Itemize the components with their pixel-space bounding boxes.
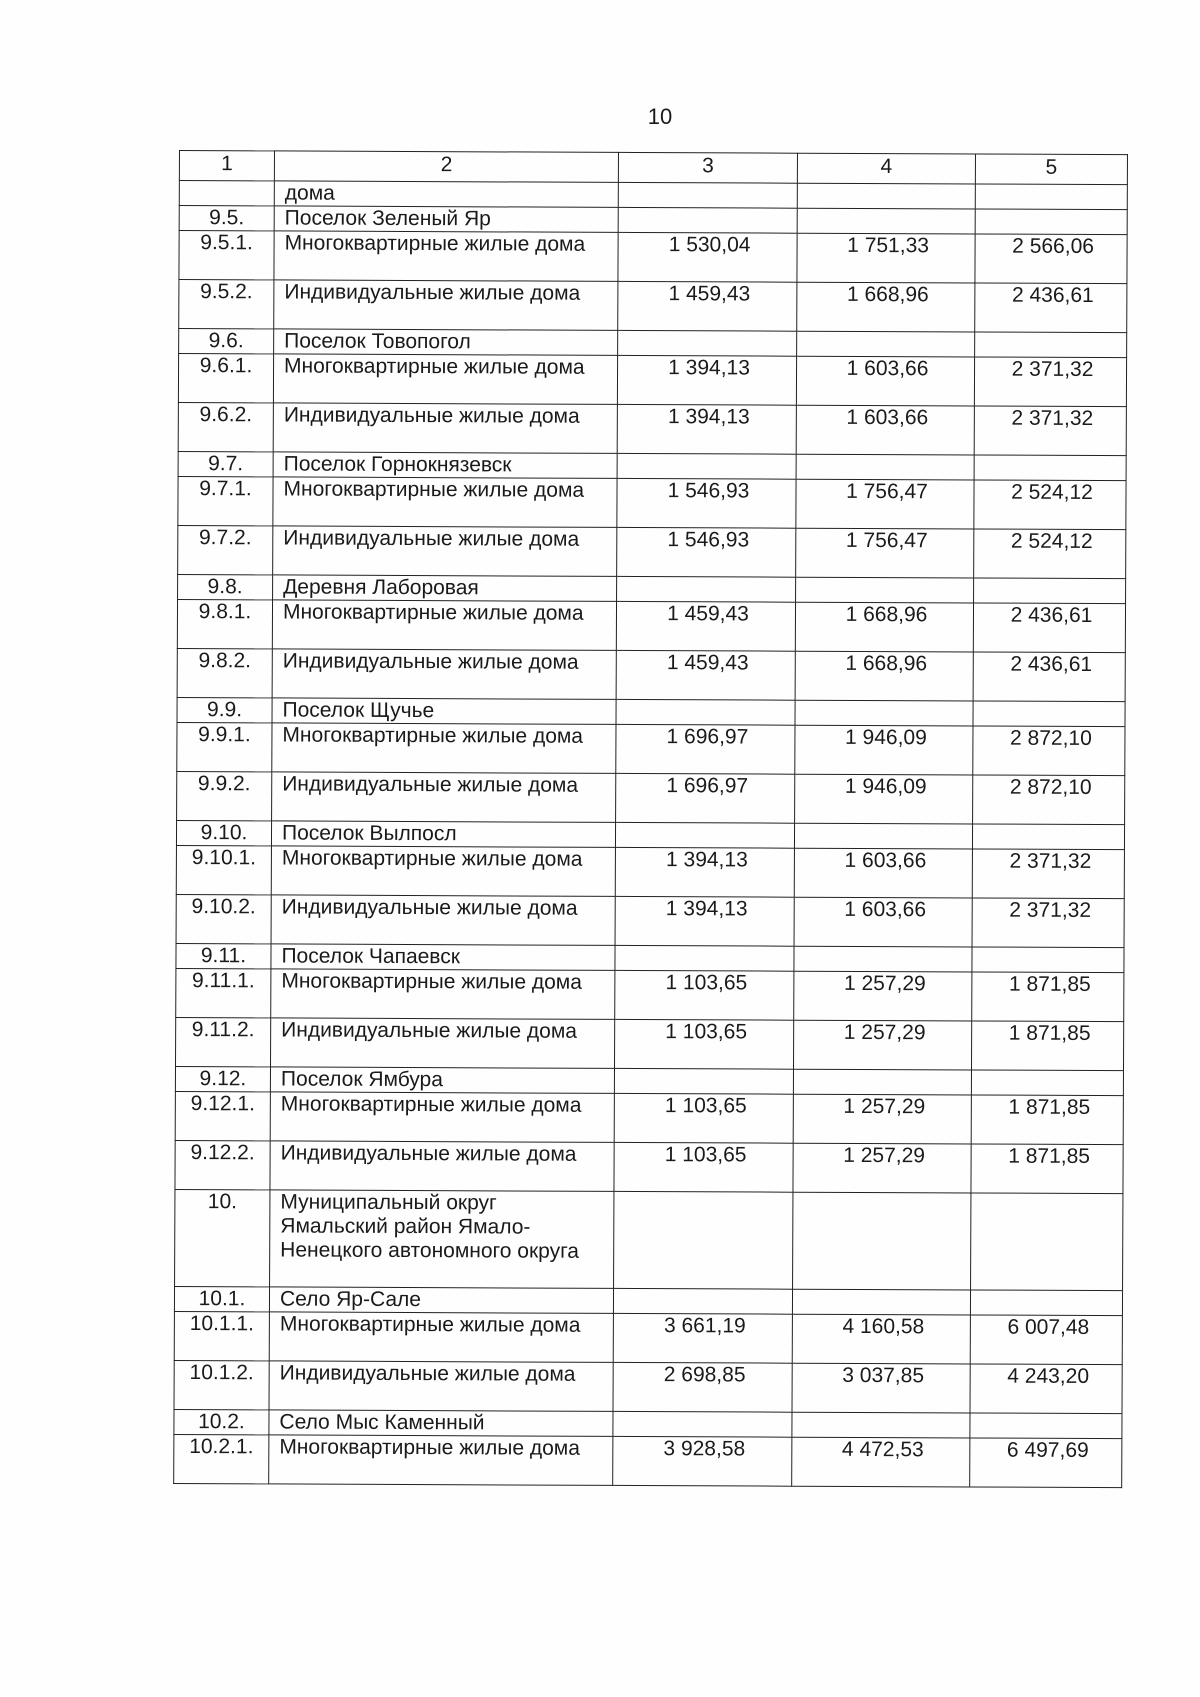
row-value-col5-cell bbox=[975, 332, 1127, 358]
row-name-cell: Индивидуальные жилые дома bbox=[273, 403, 617, 454]
table-row bbox=[175, 1189, 1123, 1290]
row-value-col4-cell: 1 668,96 bbox=[795, 602, 973, 652]
row-name-cell: Индивидуальные жилые дома bbox=[273, 526, 617, 577]
header-cell-1: 1 bbox=[179, 151, 274, 181]
row-name-cell: Многоквартирные жилые дома bbox=[271, 969, 615, 1020]
row-value-col3-cell: 1 103,65 bbox=[615, 970, 794, 1020]
table-header-row bbox=[179, 151, 1127, 185]
row-value-col4-cell: 1 257,29 bbox=[793, 1094, 971, 1144]
row-name-cell: Индивидуальные жилые дома bbox=[274, 280, 618, 331]
row-value-col3-cell: 1 459,43 bbox=[616, 650, 795, 700]
row-value-col5-cell: 2 371,32 bbox=[972, 849, 1124, 899]
table-row bbox=[177, 771, 1125, 824]
row-value-col5-cell: 6 007,48 bbox=[970, 1315, 1122, 1365]
row-value-col5-cell: 1 871,85 bbox=[971, 1095, 1123, 1145]
row-number-cell: 9.6.2. bbox=[178, 402, 273, 451]
row-value-col4-cell: 4 472,53 bbox=[792, 1437, 970, 1487]
table-row bbox=[174, 1360, 1122, 1413]
row-value-col4-cell: 1 257,29 bbox=[794, 971, 972, 1021]
row-value-col4-cell: 1 668,96 bbox=[797, 282, 975, 332]
row-value-col4-cell: 1 756,47 bbox=[796, 528, 974, 578]
row-value-col3-cell bbox=[618, 182, 797, 208]
table-row bbox=[177, 697, 1125, 726]
row-name-cell: Индивидуальные жилые дома bbox=[272, 772, 616, 823]
row-number-cell: 9.12.1. bbox=[175, 1091, 270, 1140]
row-value-col4-cell bbox=[797, 208, 975, 234]
row-number-cell: 9.9.1. bbox=[177, 722, 272, 771]
row-name-cell: Индивидуальные жилые дома bbox=[271, 895, 615, 946]
table-row bbox=[179, 181, 1127, 210]
row-name-cell: дома bbox=[274, 181, 618, 208]
row-value-col4-cell: 3 037,85 bbox=[792, 1363, 970, 1413]
row-number-cell: 9.10. bbox=[176, 820, 271, 845]
table-row bbox=[178, 476, 1126, 529]
row-number-cell: 9.9.2. bbox=[177, 771, 272, 820]
table-row bbox=[174, 1434, 1122, 1487]
row-value-col4-cell: 1 946,09 bbox=[795, 725, 973, 775]
table-row bbox=[179, 206, 1127, 235]
row-number-cell: 9.5. bbox=[179, 206, 274, 231]
row-value-col4-cell bbox=[795, 700, 973, 726]
row-value-col3-cell: 1 103,65 bbox=[614, 1019, 793, 1069]
row-number-cell: 10.1. bbox=[174, 1286, 269, 1311]
row-number-cell: 9.8.1. bbox=[177, 599, 272, 648]
row-name-cell: Многоквартирные жилые дома bbox=[272, 600, 616, 651]
row-name-cell: Многоквартирные жилые дома bbox=[271, 846, 615, 897]
row-value-col3-cell: 1 103,65 bbox=[614, 1142, 793, 1192]
row-value-col5-cell bbox=[970, 1290, 1122, 1316]
row-value-col3-cell bbox=[615, 945, 794, 971]
row-value-col5-cell bbox=[972, 824, 1124, 850]
row-number-cell: 10.1.2. bbox=[174, 1360, 269, 1409]
row-number-cell: 9.8. bbox=[178, 574, 273, 599]
row-name-cell: Муниципальный округ Ямальский район Ямало-Ненецкого автономного округа bbox=[270, 1190, 614, 1289]
header-cell-4: 4 bbox=[797, 153, 975, 184]
row-value-col3-cell: 1 394,13 bbox=[617, 404, 796, 454]
table-row bbox=[176, 1017, 1124, 1070]
row-name-cell: Поселок Товопогол bbox=[274, 329, 618, 356]
row-value-col4-cell bbox=[794, 946, 972, 972]
row-value-col5-cell: 2 436,61 bbox=[975, 283, 1127, 333]
header-cell-2: 2 bbox=[274, 151, 618, 183]
row-name-cell: Село Яр-Сале bbox=[269, 1287, 613, 1314]
row-value-col5-cell: 2 524,12 bbox=[974, 529, 1126, 579]
row-value-col5-cell bbox=[975, 184, 1127, 210]
row-number-cell: 9.6.1. bbox=[178, 354, 273, 403]
row-value-col5-cell bbox=[971, 1070, 1123, 1096]
row-value-col4-cell: 1 603,66 bbox=[794, 897, 972, 947]
row-value-col4-cell: 4 160,58 bbox=[792, 1314, 970, 1364]
page-number: 10 bbox=[647, 104, 673, 129]
row-value-col3-cell: 1 394,13 bbox=[615, 847, 794, 897]
row-value-col4-cell: 1 257,29 bbox=[793, 1143, 971, 1193]
row-number-cell: 10.1.1. bbox=[174, 1311, 269, 1360]
row-value-col5-cell: 2 371,32 bbox=[974, 406, 1126, 456]
tariff-table bbox=[173, 150, 1128, 1488]
row-name-cell: Поселок Щучье bbox=[272, 698, 616, 725]
row-name-cell: Многоквартирные жилые дома bbox=[269, 1312, 613, 1363]
row-number-cell: 9.11.2. bbox=[176, 1017, 271, 1066]
table-row bbox=[176, 894, 1124, 947]
row-value-col3-cell bbox=[613, 1288, 792, 1314]
row-number-cell: 10.2. bbox=[174, 1409, 269, 1434]
row-value-col5-cell bbox=[972, 947, 1124, 973]
row-value-col3-cell bbox=[613, 1411, 792, 1437]
row-value-col3-cell: 1 696,97 bbox=[616, 724, 795, 774]
row-value-col4-cell bbox=[794, 823, 972, 849]
row-value-col3-cell: 1 394,13 bbox=[615, 896, 794, 946]
row-name-cell: Индивидуальные жилые дома bbox=[269, 1361, 613, 1412]
row-value-col3-cell: 1 530,04 bbox=[618, 232, 797, 282]
row-name-cell: Многоквартирные жилые дома bbox=[273, 354, 617, 405]
row-value-col5-cell: 6 497,69 bbox=[970, 1438, 1122, 1488]
table-row bbox=[178, 354, 1126, 407]
row-value-col4-cell: 1 946,09 bbox=[795, 774, 973, 824]
table-row bbox=[174, 1286, 1122, 1315]
row-number-cell: 9.11.1. bbox=[176, 968, 271, 1017]
row-number-cell: 9.10.2. bbox=[176, 894, 271, 943]
row-value-col3-cell bbox=[614, 1068, 793, 1094]
row-value-col4-cell bbox=[793, 1192, 971, 1290]
row-name-cell: Индивидуальные жилые дома bbox=[271, 1018, 615, 1069]
row-value-col3-cell bbox=[615, 822, 794, 848]
row-number-cell: 9.5.2. bbox=[179, 280, 274, 329]
row-value-col5-cell bbox=[971, 1193, 1123, 1291]
row-number-cell: 9.7. bbox=[178, 451, 273, 476]
table-row bbox=[175, 1091, 1123, 1144]
row-name-cell: Село Мыс Каменный bbox=[269, 1410, 613, 1437]
row-value-col3-cell: 1 103,65 bbox=[614, 1093, 793, 1143]
row-name-cell: Индивидуальные жилые дома bbox=[272, 649, 616, 700]
table-row bbox=[178, 574, 1126, 603]
row-value-col5-cell bbox=[974, 455, 1126, 481]
table-row bbox=[177, 599, 1125, 652]
row-value-col5-cell: 2 566,06 bbox=[975, 234, 1127, 284]
row-value-col3-cell: 1 459,43 bbox=[618, 281, 797, 331]
row-value-col4-cell bbox=[793, 1069, 971, 1095]
row-value-col3-cell: 3 661,19 bbox=[613, 1313, 792, 1363]
table-row bbox=[177, 648, 1125, 701]
row-name-cell: Многоквартирные жилые дома bbox=[269, 1435, 613, 1486]
row-number-cell: 9.5.1. bbox=[179, 231, 274, 280]
row-value-col5-cell bbox=[975, 209, 1127, 235]
row-value-col3-cell bbox=[618, 330, 797, 356]
row-number-cell: 10.2.1. bbox=[174, 1434, 269, 1483]
row-value-col4-cell bbox=[792, 1412, 970, 1438]
table-row bbox=[176, 820, 1124, 849]
table-row bbox=[179, 329, 1127, 358]
row-name-cell: Индивидуальные жилые дома bbox=[270, 1141, 614, 1192]
table-body bbox=[174, 151, 1128, 1488]
row-number-cell: 9.7.2. bbox=[178, 525, 273, 574]
row-value-col4-cell bbox=[797, 331, 975, 357]
row-value-col5-cell: 2 872,10 bbox=[973, 726, 1125, 776]
row-value-col4-cell: 1 668,96 bbox=[795, 651, 973, 701]
row-name-cell: Многоквартирные жилые дома bbox=[273, 477, 617, 528]
row-value-col4-cell: 1 603,66 bbox=[796, 405, 974, 455]
row-number-cell: 10. bbox=[175, 1189, 270, 1286]
row-value-col3-cell: 1 546,93 bbox=[617, 478, 796, 528]
table-row bbox=[178, 402, 1126, 455]
row-value-col3-cell: 2 698,85 bbox=[613, 1362, 792, 1412]
table-row bbox=[179, 280, 1127, 333]
row-name-cell: Поселок Чапаевск bbox=[271, 944, 615, 971]
row-value-col4-cell bbox=[797, 183, 975, 209]
row-name-cell: Поселок Горнокнязевск bbox=[273, 452, 617, 479]
table-row bbox=[178, 451, 1126, 480]
row-value-col3-cell bbox=[617, 576, 796, 602]
row-value-col5-cell: 2 371,32 bbox=[972, 898, 1124, 948]
row-value-col3-cell: 1 696,97 bbox=[616, 773, 795, 823]
table-row bbox=[176, 968, 1124, 1021]
table-row bbox=[175, 1140, 1123, 1193]
row-value-col3-cell bbox=[614, 1191, 793, 1289]
row-number-cell: 9.12. bbox=[175, 1066, 270, 1091]
row-value-col4-cell: 1 751,33 bbox=[797, 233, 975, 283]
row-number-cell: 9.9. bbox=[177, 697, 272, 722]
row-value-col4-cell bbox=[796, 577, 974, 603]
row-value-col5-cell bbox=[973, 701, 1125, 727]
row-value-col5-cell bbox=[970, 1413, 1122, 1439]
table-row bbox=[176, 845, 1124, 898]
table-row bbox=[174, 1409, 1122, 1438]
row-value-col4-cell: 1 603,66 bbox=[796, 356, 974, 406]
header-cell-3: 3 bbox=[618, 152, 797, 183]
row-number-cell: 9.12.2. bbox=[175, 1140, 270, 1189]
row-number-cell: 9.11. bbox=[176, 943, 271, 968]
table-row bbox=[179, 231, 1127, 284]
row-value-col5-cell: 2 872,10 bbox=[973, 775, 1125, 825]
header-cell-5: 5 bbox=[975, 154, 1127, 185]
row-value-col5-cell: 1 871,85 bbox=[971, 1144, 1123, 1194]
table-row bbox=[176, 943, 1124, 972]
row-value-col4-cell: 1 257,29 bbox=[793, 1020, 971, 1070]
row-number-cell: 9.10.1. bbox=[176, 845, 271, 894]
row-value-col3-cell: 1 459,43 bbox=[616, 601, 795, 651]
row-number-cell: 9.8.2. bbox=[177, 648, 272, 697]
row-value-col3-cell bbox=[618, 207, 797, 233]
row-value-col4-cell bbox=[796, 454, 974, 480]
row-name-cell: Поселок Ямбура bbox=[270, 1067, 614, 1094]
row-value-col5-cell: 2 371,32 bbox=[974, 357, 1126, 407]
row-value-col4-cell bbox=[792, 1289, 970, 1315]
row-number-cell: 9.7.1. bbox=[178, 476, 273, 525]
table-row bbox=[174, 1311, 1122, 1364]
row-value-col5-cell: 2 524,12 bbox=[974, 480, 1126, 530]
row-value-col3-cell bbox=[617, 453, 796, 479]
table-row bbox=[175, 1066, 1123, 1095]
row-value-col5-cell bbox=[974, 578, 1126, 604]
row-value-col4-cell: 1 603,66 bbox=[794, 848, 972, 898]
row-value-col5-cell: 2 436,61 bbox=[973, 652, 1125, 702]
row-value-col5-cell: 2 436,61 bbox=[973, 603, 1125, 653]
row-name-cell: Многоквартирные жилые дома bbox=[274, 231, 618, 282]
row-value-col3-cell: 1 546,93 bbox=[617, 527, 796, 577]
row-number-cell: 9.6. bbox=[179, 329, 274, 354]
row-value-col5-cell: 1 871,85 bbox=[971, 1021, 1123, 1071]
row-value-col3-cell: 1 394,13 bbox=[617, 355, 796, 405]
row-value-col4-cell: 1 756,47 bbox=[796, 479, 974, 529]
row-value-col3-cell bbox=[616, 699, 795, 725]
row-name-cell: Поселок Зеленый Яр bbox=[274, 206, 618, 233]
row-value-col5-cell: 4 243,20 bbox=[970, 1364, 1122, 1414]
row-value-col3-cell: 3 928,58 bbox=[613, 1436, 792, 1486]
row-name-cell: Многоквартирные жилые дома bbox=[270, 1092, 614, 1143]
row-name-cell: Многоквартирные жилые дома bbox=[272, 723, 616, 774]
row-name-cell: Поселок Вылпосл bbox=[271, 821, 615, 848]
table-row bbox=[177, 722, 1125, 775]
row-name-cell: Деревня Лаборовая bbox=[273, 575, 617, 602]
table-row bbox=[178, 525, 1126, 578]
row-number-cell bbox=[179, 181, 274, 206]
row-value-col5-cell: 1 871,85 bbox=[972, 972, 1124, 1022]
